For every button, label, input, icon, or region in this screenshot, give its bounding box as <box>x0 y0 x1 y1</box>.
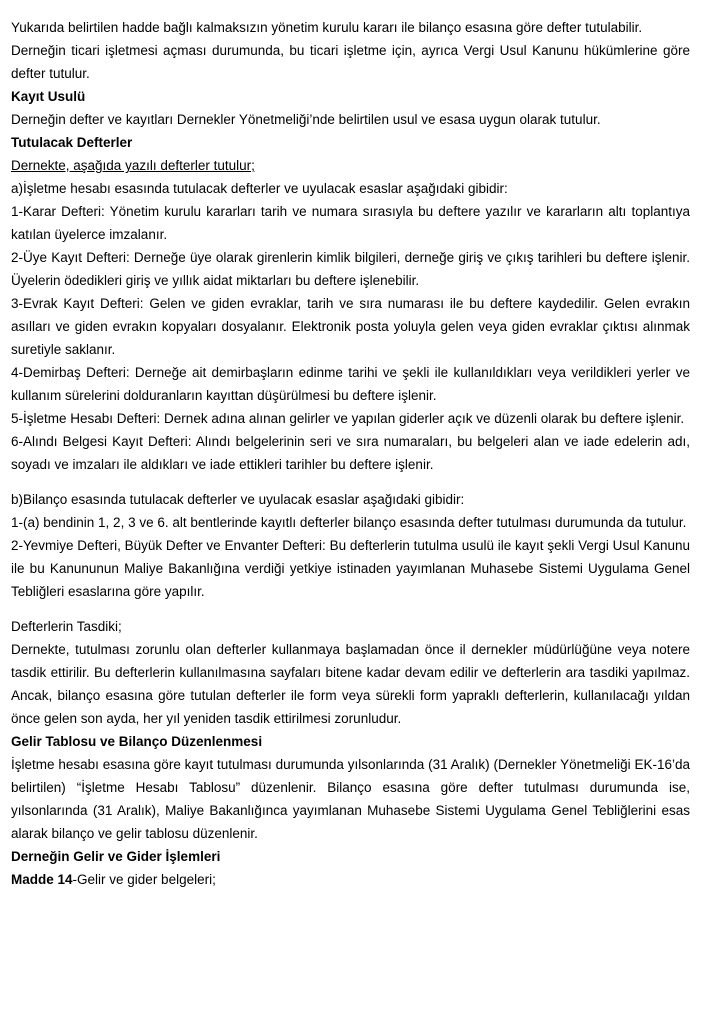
list-item: 2-Üye Kayıt Defteri: Derneğe üye olarak girenlerin kimlik bilgileri, derneğe giriş ve çıkış tarihleri bu deftere işlenir. Üyelerin ödedikleri giriş ve yıllık aidat miktarları bu deftere işlenebilir. <box>11 250 690 288</box>
body-paragraph: Derneğin defter ve kayıtları Dernekler Yönetmeliği’nde belirtilen usul ve esasa uygun olarak tutulur. <box>11 112 601 127</box>
section-heading: Tutulacak Defterler <box>11 135 133 150</box>
body-paragraph: Dernekte, tutulması zorunlu olan defterler kullanmaya başlamadan önce il dernekler müdürlüğüne veya notere tasdik ettirilir. Bu defterlerin kullanılmasına sayfaları bitene kadar devam edilir ve defterlerin ara tasdiki yapılmaz. Ancak, bilanço esasına göre tutulan defterler ile form veya sürekli form yapraklı defterlerin, kullanılacağı yıldan önce gelen son ayda, her yıl yeniden tasdik ettirilmesi zorunludur. <box>11 642 690 726</box>
list-item: 5-İşletme Hesabı Defteri: Dernek adına alınan gelirler ve yapılan giderler açık ve düzenli olarak bu deftere işlenir. <box>11 411 685 426</box>
list-item: 2-Yevmiye Defteri, Büyük Defter ve Envanter Defteri: Bu defterlerin tutulma usulü ile kayıt şekli Vergi Usul Kanunu ile bu Kanununun Maliye Bakanlığına verdiği yetkiye istinaden yayımlanan Muhasebe Sistemi Uygulama Genel Tebliğleri esaslarına göre yapılır. <box>11 538 690 599</box>
list-item: a)İşletme hesabı esasında tutulacak defterler ve uyulacak esaslar aşağıdaki gibidir: <box>11 181 508 196</box>
list-item: 4-Demirbaş Defteri: Derneğe ait demirbaşların edinme tarihi ve şekli ile kullanıldıkları veya verildikleri yerler ve kullanım sürelerini dolduranların kayıttan düşürülmesi bu deftere işlenir. <box>11 365 690 403</box>
article-title: -Gelir ve gider belgeleri; <box>72 872 216 887</box>
underlined-lead-in: Dernekte, aşağıda yazılı defterler tutulur; <box>11 158 255 173</box>
ledger-list <box>11 177 690 476</box>
list-item: 6-Alındı Belgesi Kayıt Defteri: Alındı belgelerinin seri ve sıra numaraları, bu belgeleri alan ve iade edelerin adı, soyadı ve imzaları ile aldıkları ve iade ettikleri tarihler bu deftere işlenir. <box>11 434 690 472</box>
article-line-text <box>11 868 690 891</box>
section-heading: Kayıt Usulü <box>11 89 86 104</box>
body-paragraph: Defterlerin Tasdiki; <box>11 619 122 634</box>
section-heading: Gelir Tablosu ve Bilanço Düzenlenmesi <box>11 734 263 749</box>
list-item: 1-Karar Defteri: Yönetim kurulu kararları tarih ve numara sırasıyla bu deftere yazılır ve kararların altı toplantıya katılan üyelerce imzalanır. <box>11 204 690 242</box>
section-heading: Derneğin Gelir ve Gider İşlemleri <box>11 849 221 864</box>
article-line <box>11 868 690 891</box>
list-item: 3-Evrak Kayıt Defteri: Gelen ve giden evraklar, tarih ve sıra numarası ile bu deftere kaydedilir. Gelen evrakın asılları ve giden evrakın kopyaları dosyalanır. Elektronik posta yoluyla gelen veya giden evraklar çıktısı alınmak suretiyle saklanır. <box>11 296 690 357</box>
list-item: 1-(a) bendinin 1, 2, 3 ve 6. alt bentlerinde kayıtlı defterler bilanço esasında defter tutulması durumunda da tutulur. <box>11 515 687 530</box>
article-number: Madde 14 <box>11 872 73 887</box>
list-item: b)Bilanço esasında tutulacak defterler ve uyulacak esaslar aşağıdaki gibidir: <box>11 492 465 507</box>
body-paragraph: Derneğin ticari işletmesi açması durumunda, bu ticari işletme için, ayrıca Vergi Usul Kanunu hükümlerine göre defter tutulur. <box>11 43 690 81</box>
body-paragraph: Yukarıda belirtilen hadde bağlı kalmaksızın yönetim kurulu kararı ile bilanço esasına göre defter tutulabilir. <box>11 20 643 35</box>
ledger-list <box>11 488 690 603</box>
body-paragraph: İşletme hesabı esasına göre kayıt tutulması durumunda yılsonlarında (31 Aralık) (Dernekler Yönetmeliği EK-16’da belirtilen) “İşletme Hesabı Tablosu” düzenlenir. Bilanço esasına göre defter tutulması durumunda ise, yılsonlarında (31 Aralık), Maliye Bakanlığınca yayımlanan Muhasebe Sistemi Uygulama Genel Tebliğlerini esas alarak bilanço ve gelir tablosu düzenlenir. <box>11 757 690 841</box>
